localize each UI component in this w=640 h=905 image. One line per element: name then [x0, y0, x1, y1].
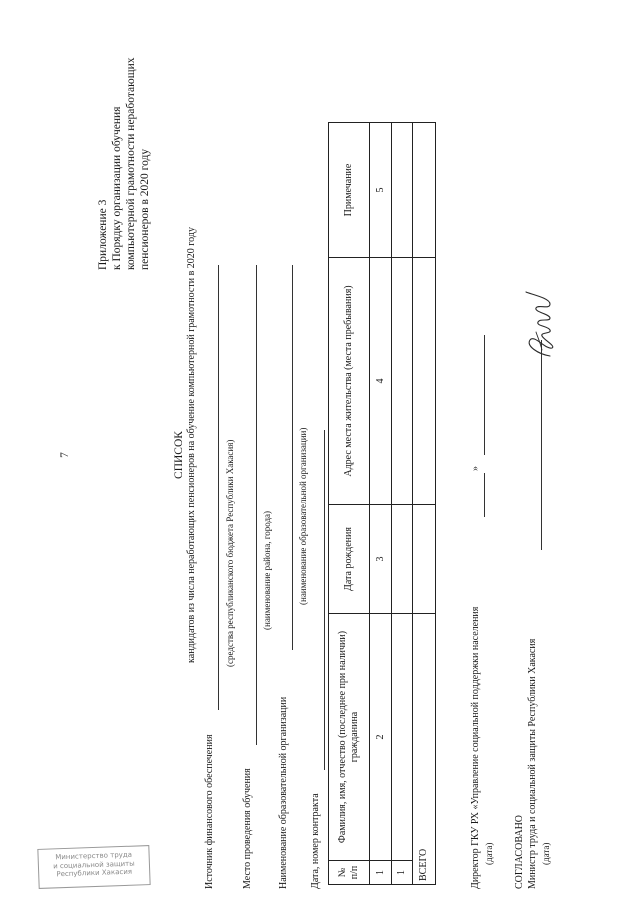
director-name-line [484, 473, 485, 517]
contract-label: Дата, номер контракта [310, 793, 321, 889]
header-number: № п/п [329, 861, 370, 885]
table-cell: 3 [370, 505, 392, 614]
table-row [370, 123, 392, 885]
table-cell [413, 505, 436, 614]
director-line: Директор ГКУ РХ «Управление социальной поддержки населения [470, 606, 481, 889]
appendix-line-3: компьютерной грамотности неработающих [125, 57, 137, 270]
approval-line: Министр труда и социальной защиты Республики Хакасия [527, 638, 538, 889]
finance-source-hint: (средства республиканского бюджета Республики Хакасия) [225, 439, 235, 667]
organization-hint: (наименование образовательной организации) [298, 427, 308, 605]
place-label: Место проведения обучения [242, 768, 253, 889]
appendix-line-1: Приложение 3 [97, 199, 109, 270]
place-line [256, 265, 257, 745]
organization-label: Наименование образовательной организации [278, 696, 289, 889]
approval-heading: СОГЛАСОВАНО [514, 814, 525, 889]
header-note: Примечание [329, 123, 370, 258]
approval-signature-line [541, 340, 542, 550]
table-cell [413, 123, 436, 258]
appendix-line-4: пенсионеров в 2020 году [139, 148, 151, 270]
document-title: СПИСОК [173, 431, 185, 479]
appendix-block [96, 10, 152, 270]
header-full-name: Фамилия, имя, отчество (последнее при наличии) гражданина [329, 614, 370, 861]
table-header-row [329, 123, 370, 885]
table-cell: 1 [392, 861, 413, 885]
total-label: ВСЕГО [413, 614, 436, 885]
organization-line [292, 265, 293, 650]
table-total-row [413, 123, 436, 885]
director-quote-close: » [470, 466, 481, 471]
table-cell [392, 123, 413, 258]
table-cell: 5 [370, 123, 392, 258]
page-number: 7 [59, 452, 71, 458]
finance-source-line [218, 265, 219, 710]
table-cell: 4 [370, 258, 392, 505]
document-subtitle: кандидатов из числа неработающих пенсионеров на обучение компьютерной грамотности в 2020 году [186, 227, 197, 663]
director-date-hint: (дата) [484, 842, 494, 865]
header-birth-date: Дата рождения [329, 505, 370, 614]
finance-source-label: Источник финансового обеспечения [204, 734, 215, 889]
approval-date-hint: (дата) [541, 842, 551, 865]
table-cell: 2 [370, 614, 392, 861]
stamp-line-3: Республики Хакасия [56, 867, 133, 879]
contract-line [324, 430, 325, 770]
office-stamp [37, 845, 150, 889]
place-hint: (наименование района, города) [262, 510, 272, 630]
table-cell [392, 614, 413, 861]
candidates-table [328, 122, 436, 885]
table-row [392, 123, 413, 885]
table-cell [392, 505, 413, 614]
signature-scribble [520, 288, 562, 360]
stamp-line-2: и социальной защиты [53, 859, 135, 870]
header-address: Адрес места жительства (места пребывания) [329, 258, 370, 505]
director-signature-line [484, 335, 485, 455]
table-cell [392, 258, 413, 505]
table-cell: 1 [370, 861, 392, 885]
appendix-line-2: к Порядку организации обучения [111, 106, 123, 270]
table-cell [413, 258, 436, 505]
stamp-line-1: Министерство труда [55, 850, 133, 862]
